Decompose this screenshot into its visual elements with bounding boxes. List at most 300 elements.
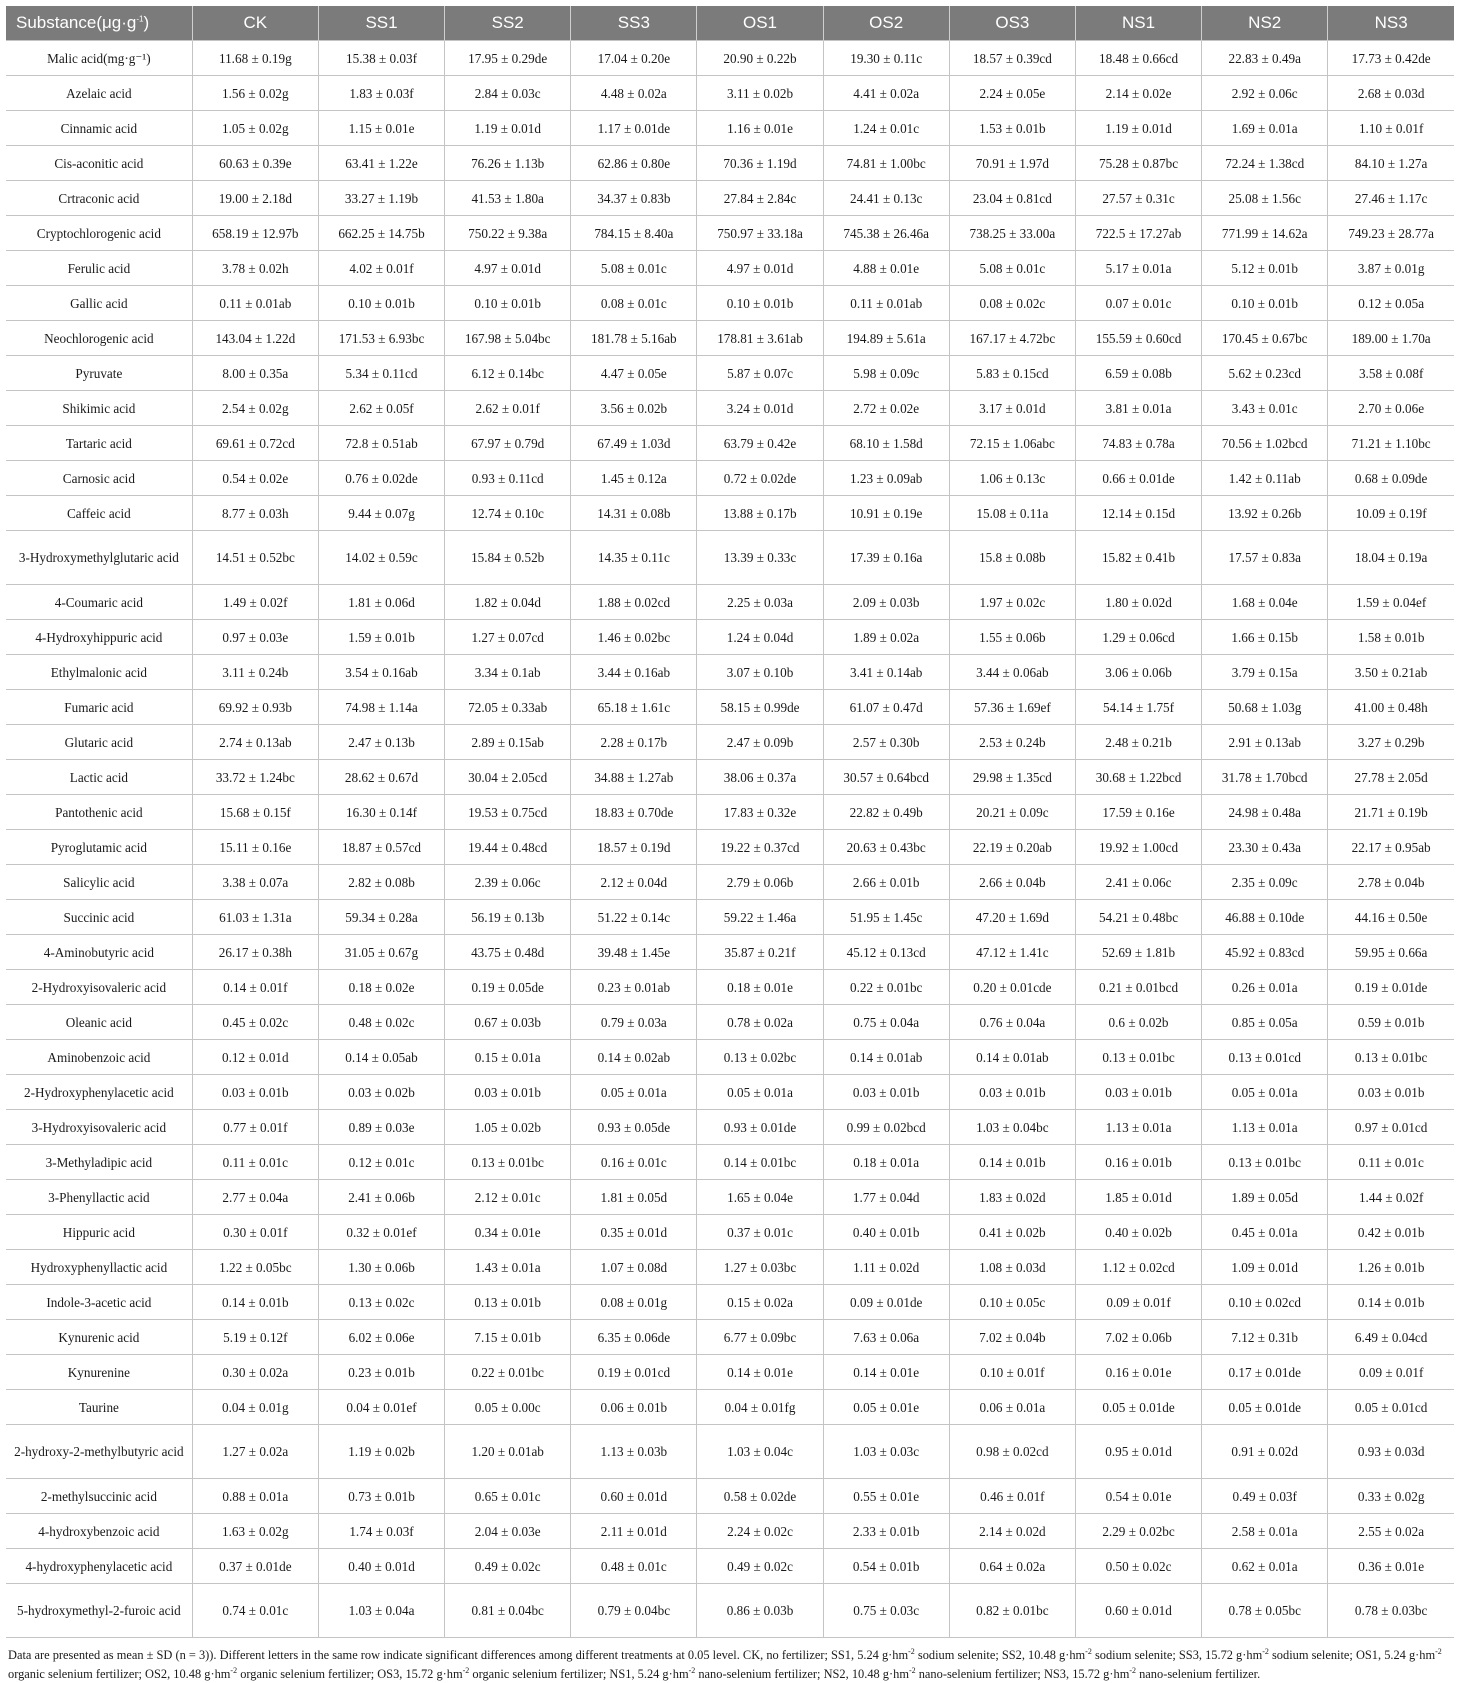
value-cell: 0.10 ± 0.02cd bbox=[1202, 1285, 1328, 1320]
table-row bbox=[6, 216, 1454, 251]
table-header bbox=[6, 6, 1454, 41]
table-row bbox=[6, 251, 1454, 286]
value-cell: 34.37 ± 0.83b bbox=[571, 181, 697, 216]
value-cell: 60.63 ± 0.39e bbox=[192, 146, 318, 181]
value-cell: 167.98 ± 5.04bc bbox=[445, 321, 571, 356]
value-cell: 5.83 ± 0.15cd bbox=[949, 356, 1075, 391]
footnote-text: sodium selenite; OS1, 5.24 g·hm bbox=[1268, 1648, 1436, 1663]
table-row bbox=[6, 496, 1454, 531]
value-cell: 30.68 ± 1.22bcd bbox=[1075, 760, 1201, 795]
column-header-ss3: SS3 bbox=[571, 6, 697, 41]
value-cell: 3.87 ± 0.01g bbox=[1328, 251, 1454, 286]
value-cell: 1.74 ± 0.03f bbox=[318, 1514, 444, 1549]
value-cell: 0.75 ± 0.03c bbox=[823, 1584, 949, 1638]
value-cell: 3.17 ± 0.01d bbox=[949, 391, 1075, 426]
value-cell: 2.24 ± 0.02c bbox=[697, 1514, 823, 1549]
column-header-os1: OS1 bbox=[697, 6, 823, 41]
value-cell: 3.07 ± 0.10b bbox=[697, 655, 823, 690]
value-cell: 0.32 ± 0.01ef bbox=[318, 1215, 444, 1250]
value-cell: 6.12 ± 0.14bc bbox=[445, 356, 571, 391]
value-cell: 2.57 ± 0.30b bbox=[823, 725, 949, 760]
value-cell: 6.35 ± 0.06de bbox=[571, 1320, 697, 1355]
value-cell: 63.41 ± 1.22e bbox=[318, 146, 444, 181]
value-cell: 1.83 ± 0.02d bbox=[949, 1180, 1075, 1215]
value-cell: 3.11 ± 0.02b bbox=[697, 76, 823, 111]
value-cell: 22.19 ± 0.20ab bbox=[949, 830, 1075, 865]
value-cell: 19.92 ± 1.00cd bbox=[1075, 830, 1201, 865]
value-cell: 3.24 ± 0.01d bbox=[697, 391, 823, 426]
value-cell: 2.55 ± 0.02a bbox=[1328, 1514, 1454, 1549]
value-cell: 1.19 ± 0.01d bbox=[445, 111, 571, 146]
value-cell: 1.45 ± 0.12a bbox=[571, 461, 697, 496]
value-cell: 1.11 ± 0.02d bbox=[823, 1250, 949, 1285]
value-cell: 0.22 ± 0.01bc bbox=[445, 1355, 571, 1390]
value-cell: 15.38 ± 0.03f bbox=[318, 41, 444, 76]
value-cell: 69.92 ± 0.93b bbox=[192, 690, 318, 725]
value-cell: 15.68 ± 0.15f bbox=[192, 795, 318, 830]
value-cell: 4.97 ± 0.01d bbox=[697, 251, 823, 286]
substance-name-cell: Tartaric acid bbox=[6, 426, 192, 461]
value-cell: 1.65 ± 0.04e bbox=[697, 1180, 823, 1215]
footnote-superscript: -2 bbox=[230, 1666, 238, 1676]
footnote-text: sodium selenite; SS2, 10.48 g·hm bbox=[914, 1648, 1086, 1663]
substance-name-cell: 4-Hydroxyhippuric acid bbox=[6, 620, 192, 655]
value-cell: 25.08 ± 1.56c bbox=[1202, 181, 1328, 216]
table-row bbox=[6, 1584, 1454, 1638]
value-cell: 0.30 ± 0.01f bbox=[192, 1215, 318, 1250]
value-cell: 0.73 ± 0.01b bbox=[318, 1479, 444, 1514]
value-cell: 19.53 ± 0.75cd bbox=[445, 795, 571, 830]
value-cell: 0.91 ± 0.02d bbox=[1202, 1425, 1328, 1479]
value-cell: 6.77 ± 0.09bc bbox=[697, 1320, 823, 1355]
value-cell: 0.18 ± 0.01e bbox=[697, 970, 823, 1005]
value-cell: 2.53 ± 0.24b bbox=[949, 725, 1075, 760]
value-cell: 18.87 ± 0.57cd bbox=[318, 830, 444, 865]
value-cell: 0.45 ± 0.01a bbox=[1202, 1215, 1328, 1250]
value-cell: 17.73 ± 0.42de bbox=[1328, 41, 1454, 76]
value-cell: 0.78 ± 0.03bc bbox=[1328, 1584, 1454, 1638]
value-cell: 1.88 ± 0.02cd bbox=[571, 585, 697, 620]
table-row bbox=[6, 1145, 1454, 1180]
substance-name-cell: 5-hydroxymethyl-2-furoic acid bbox=[6, 1584, 192, 1638]
value-cell: 1.68 ± 0.04e bbox=[1202, 585, 1328, 620]
value-cell: 745.38 ± 26.46a bbox=[823, 216, 949, 251]
value-cell: 1.89 ± 0.05d bbox=[1202, 1180, 1328, 1215]
value-cell: 70.36 ± 1.19d bbox=[697, 146, 823, 181]
table-row bbox=[6, 426, 1454, 461]
value-cell: 5.34 ± 0.11cd bbox=[318, 356, 444, 391]
value-cell: 0.05 ± 0.01a bbox=[697, 1075, 823, 1110]
value-cell: 0.46 ± 0.01f bbox=[949, 1479, 1075, 1514]
footnote-superscript: -2 bbox=[908, 1666, 916, 1676]
value-cell: 181.78 ± 5.16ab bbox=[571, 321, 697, 356]
value-cell: 0.05 ± 0.00c bbox=[445, 1390, 571, 1425]
table-row bbox=[6, 585, 1454, 620]
value-cell: 2.89 ± 0.15ab bbox=[445, 725, 571, 760]
value-cell: 20.90 ± 0.22b bbox=[697, 41, 823, 76]
substance-name-cell: 3-Hydroxymethylglutaric acid bbox=[6, 531, 192, 585]
value-cell: 1.55 ± 0.06b bbox=[949, 620, 1075, 655]
substance-name-cell: 3-Hydroxyisovaleric acid bbox=[6, 1110, 192, 1145]
substance-name-cell: 2-Hydroxyisovaleric acid bbox=[6, 970, 192, 1005]
value-cell: 0.88 ± 0.01a bbox=[192, 1479, 318, 1514]
value-cell: 1.97 ± 0.02c bbox=[949, 585, 1075, 620]
value-cell: 8.00 ± 0.35a bbox=[192, 356, 318, 391]
value-cell: 0.6 ± 0.02b bbox=[1075, 1005, 1201, 1040]
value-cell: 0.14 ± 0.01b bbox=[1328, 1285, 1454, 1320]
value-cell: 84.10 ± 1.27a bbox=[1328, 146, 1454, 181]
value-cell: 0.37 ± 0.01c bbox=[697, 1215, 823, 1250]
table-row bbox=[6, 620, 1454, 655]
value-cell: 65.18 ± 1.61c bbox=[571, 690, 697, 725]
substance-name-cell: Gallic acid bbox=[6, 286, 192, 321]
value-cell: 16.30 ± 0.14f bbox=[318, 795, 444, 830]
value-cell: 1.46 ± 0.02bc bbox=[571, 620, 697, 655]
value-cell: 0.14 ± 0.01e bbox=[697, 1355, 823, 1390]
value-cell: 0.03 ± 0.01b bbox=[445, 1075, 571, 1110]
value-cell: 1.13 ± 0.01a bbox=[1075, 1110, 1201, 1145]
table-row bbox=[6, 865, 1454, 900]
value-cell: 10.91 ± 0.19e bbox=[823, 496, 949, 531]
value-cell: 63.79 ± 0.42e bbox=[697, 426, 823, 461]
value-cell: 1.30 ± 0.06b bbox=[318, 1250, 444, 1285]
value-cell: 1.69 ± 0.01a bbox=[1202, 111, 1328, 146]
value-cell: 178.81 ± 3.61ab bbox=[697, 321, 823, 356]
value-cell: 3.27 ± 0.29b bbox=[1328, 725, 1454, 760]
column-header-ss2: SS2 bbox=[445, 6, 571, 41]
value-cell: 46.88 ± 0.10de bbox=[1202, 900, 1328, 935]
value-cell: 1.53 ± 0.01b bbox=[949, 111, 1075, 146]
substance-name-cell: Taurine bbox=[6, 1390, 192, 1425]
value-cell: 2.48 ± 0.21b bbox=[1075, 725, 1201, 760]
value-cell: 4.41 ± 0.02a bbox=[823, 76, 949, 111]
value-cell: 0.81 ± 0.04bc bbox=[445, 1584, 571, 1638]
value-cell: 0.11 ± 0.01ab bbox=[823, 286, 949, 321]
value-cell: 3.54 ± 0.16ab bbox=[318, 655, 444, 690]
value-cell: 1.12 ± 0.02cd bbox=[1075, 1250, 1201, 1285]
value-cell: 2.33 ± 0.01b bbox=[823, 1514, 949, 1549]
substance-name-cell: Succinic acid bbox=[6, 900, 192, 935]
value-cell: 27.78 ± 2.05d bbox=[1328, 760, 1454, 795]
value-cell: 74.98 ± 1.14a bbox=[318, 690, 444, 725]
value-cell: 41.00 ± 0.48h bbox=[1328, 690, 1454, 725]
value-cell: 0.14 ± 0.02ab bbox=[571, 1040, 697, 1075]
value-cell: 1.24 ± 0.04d bbox=[697, 620, 823, 655]
value-cell: 0.20 ± 0.01cde bbox=[949, 970, 1075, 1005]
value-cell: 0.67 ± 0.03b bbox=[445, 1005, 571, 1040]
value-cell: 7.15 ± 0.01b bbox=[445, 1320, 571, 1355]
value-cell: 69.61 ± 0.72cd bbox=[192, 426, 318, 461]
value-cell: 10.09 ± 0.19f bbox=[1328, 496, 1454, 531]
value-cell: 1.80 ± 0.02d bbox=[1075, 585, 1201, 620]
value-cell: 39.48 ± 1.45e bbox=[571, 935, 697, 970]
value-cell: 1.09 ± 0.01d bbox=[1202, 1250, 1328, 1285]
value-cell: 2.84 ± 0.03c bbox=[445, 76, 571, 111]
substance-name-cell: Oleanic acid bbox=[6, 1005, 192, 1040]
substance-name-cell: Fumaric acid bbox=[6, 690, 192, 725]
value-cell: 0.49 ± 0.02c bbox=[697, 1549, 823, 1584]
value-cell: 0.93 ± 0.03d bbox=[1328, 1425, 1454, 1479]
value-cell: 11.68 ± 0.19g bbox=[192, 41, 318, 76]
value-cell: 24.98 ± 0.48a bbox=[1202, 795, 1328, 830]
value-cell: 1.59 ± 0.01b bbox=[318, 620, 444, 655]
value-cell: 3.44 ± 0.16ab bbox=[571, 655, 697, 690]
table-row bbox=[6, 1425, 1454, 1479]
value-cell: 1.20 ± 0.01ab bbox=[445, 1425, 571, 1479]
value-cell: 1.81 ± 0.05d bbox=[571, 1180, 697, 1215]
value-cell: 1.24 ± 0.01c bbox=[823, 111, 949, 146]
value-cell: 750.97 ± 33.18a bbox=[697, 216, 823, 251]
value-cell: 22.83 ± 0.49a bbox=[1202, 41, 1328, 76]
value-cell: 6.02 ± 0.06e bbox=[318, 1320, 444, 1355]
value-cell: 1.27 ± 0.03bc bbox=[697, 1250, 823, 1285]
value-cell: 0.14 ± 0.01b bbox=[949, 1145, 1075, 1180]
table-row bbox=[6, 795, 1454, 830]
value-cell: 1.63 ± 0.02g bbox=[192, 1514, 318, 1549]
value-cell: 3.06 ± 0.06b bbox=[1075, 655, 1201, 690]
value-cell: 0.66 ± 0.01de bbox=[1075, 461, 1201, 496]
value-cell: 1.59 ± 0.04ef bbox=[1328, 585, 1454, 620]
value-cell: 0.17 ± 0.01de bbox=[1202, 1355, 1328, 1390]
value-cell: 0.15 ± 0.02a bbox=[697, 1285, 823, 1320]
substance-name-cell: Glutaric acid bbox=[6, 725, 192, 760]
value-cell: 1.27 ± 0.02a bbox=[192, 1425, 318, 1479]
value-cell: 0.04 ± 0.01fg bbox=[697, 1390, 823, 1425]
value-cell: 24.41 ± 0.13c bbox=[823, 181, 949, 216]
footnote-superscript: -2 bbox=[1435, 1647, 1442, 1656]
value-cell: 74.81 ± 1.00bc bbox=[823, 146, 949, 181]
value-cell: 0.95 ± 0.01d bbox=[1075, 1425, 1201, 1479]
column-header-substance: $Substance(\mu g\cdot g^{-1})$ bbox=[6, 6, 192, 41]
value-cell: 35.87 ± 0.21f bbox=[697, 935, 823, 970]
value-cell: 38.06 ± 0.37a bbox=[697, 760, 823, 795]
value-cell: 1.22 ± 0.05bc bbox=[192, 1250, 318, 1285]
value-cell: 0.48 ± 0.02c bbox=[318, 1005, 444, 1040]
table-row bbox=[6, 1390, 1454, 1425]
value-cell: 3.58 ± 0.08f bbox=[1328, 356, 1454, 391]
value-cell: 2.12 ± 0.04d bbox=[571, 865, 697, 900]
value-cell: 0.10 ± 0.05c bbox=[949, 1285, 1075, 1320]
value-cell: 2.79 ± 0.06b bbox=[697, 865, 823, 900]
column-header-ns3: NS3 bbox=[1328, 6, 1454, 41]
value-cell: 3.34 ± 0.1ab bbox=[445, 655, 571, 690]
value-cell: 0.49 ± 0.02c bbox=[445, 1549, 571, 1584]
value-cell: 662.25 ± 14.75b bbox=[318, 216, 444, 251]
value-cell: 1.66 ± 0.15b bbox=[1202, 620, 1328, 655]
value-cell: 2.39 ± 0.06c bbox=[445, 865, 571, 900]
value-cell: 4.88 ± 0.01e bbox=[823, 251, 949, 286]
table-row bbox=[6, 181, 1454, 216]
value-cell: 17.83 ± 0.32e bbox=[697, 795, 823, 830]
value-cell: 5.12 ± 0.01b bbox=[1202, 251, 1328, 286]
table-row bbox=[6, 970, 1454, 1005]
value-cell: 0.04 ± 0.01g bbox=[192, 1390, 318, 1425]
table-row bbox=[6, 1479, 1454, 1514]
value-cell: 0.41 ± 0.02b bbox=[949, 1215, 1075, 1250]
substance-name-cell: Hydroxyphenyllactic acid bbox=[6, 1250, 192, 1285]
value-cell: 0.19 ± 0.01cd bbox=[571, 1355, 697, 1390]
value-cell: 171.53 ± 6.93bc bbox=[318, 321, 444, 356]
value-cell: 27.46 ± 1.17c bbox=[1328, 181, 1454, 216]
value-cell: 2.04 ± 0.03e bbox=[445, 1514, 571, 1549]
value-cell: 44.16 ± 0.50e bbox=[1328, 900, 1454, 935]
value-cell: 1.05 ± 0.02b bbox=[445, 1110, 571, 1145]
value-cell: 750.22 ± 9.38a bbox=[445, 216, 571, 251]
value-cell: 2.66 ± 0.04b bbox=[949, 865, 1075, 900]
table-row bbox=[6, 531, 1454, 585]
value-cell: 15.82 ± 0.41b bbox=[1075, 531, 1201, 585]
value-cell: 41.53 ± 1.80a bbox=[445, 181, 571, 216]
value-cell: 1.42 ± 0.11ab bbox=[1202, 461, 1328, 496]
value-cell: 1.56 ± 0.02g bbox=[192, 76, 318, 111]
value-cell: 72.24 ± 1.38cd bbox=[1202, 146, 1328, 181]
value-cell: 0.36 ± 0.01e bbox=[1328, 1549, 1454, 1584]
value-cell: 2.35 ± 0.09c bbox=[1202, 865, 1328, 900]
value-cell: 1.83 ± 0.03f bbox=[318, 76, 444, 111]
value-cell: 0.11 ± 0.01c bbox=[1328, 1145, 1454, 1180]
value-cell: 2.14 ± 0.02d bbox=[949, 1514, 1075, 1549]
value-cell: 19.30 ± 0.11c bbox=[823, 41, 949, 76]
value-cell: 0.77 ± 0.01f bbox=[192, 1110, 318, 1145]
footnote-text: Data are presented as mean ± SD (n = 3)). Different letters in the same row indicate significant differences among different treatments at 0.05 level. CK, no fertilizer; SS1, 5.24 g·hm bbox=[8, 1648, 909, 1663]
value-cell: 12.74 ± 0.10c bbox=[445, 496, 571, 531]
value-cell: 1.16 ± 0.01e bbox=[697, 111, 823, 146]
value-cell: 0.12 ± 0.01c bbox=[318, 1145, 444, 1180]
value-cell: 2.41 ± 0.06c bbox=[1075, 865, 1201, 900]
value-cell: 7.63 ± 0.06a bbox=[823, 1320, 949, 1355]
value-cell: 0.07 ± 0.01c bbox=[1075, 286, 1201, 321]
value-cell: 52.69 ± 1.81b bbox=[1075, 935, 1201, 970]
table-row bbox=[6, 76, 1454, 111]
value-cell: 15.11 ± 0.16e bbox=[192, 830, 318, 865]
table-row bbox=[6, 1215, 1454, 1250]
value-cell: 1.17 ± 0.01de bbox=[571, 111, 697, 146]
substance-name-cell: Cinnamic acid bbox=[6, 111, 192, 146]
value-cell: 0.13 ± 0.01bc bbox=[1202, 1145, 1328, 1180]
substance-name-cell: Pyruvate bbox=[6, 356, 192, 391]
value-cell: 2.62 ± 0.01f bbox=[445, 391, 571, 426]
value-cell: 0.40 ± 0.01d bbox=[318, 1549, 444, 1584]
substance-name-cell: 3-Phenyllactic acid bbox=[6, 1180, 192, 1215]
table-row bbox=[6, 356, 1454, 391]
value-cell: 3.11 ± 0.24b bbox=[192, 655, 318, 690]
table-row bbox=[6, 1075, 1454, 1110]
value-cell: 2.47 ± 0.09b bbox=[697, 725, 823, 760]
value-cell: 0.65 ± 0.01c bbox=[445, 1479, 571, 1514]
value-cell: 58.15 ± 0.99de bbox=[697, 690, 823, 725]
substance-name-cell: Ferulic acid bbox=[6, 251, 192, 286]
value-cell: 47.20 ± 1.69d bbox=[949, 900, 1075, 935]
value-cell: 0.03 ± 0.01b bbox=[1328, 1075, 1454, 1110]
value-cell: 1.89 ± 0.02a bbox=[823, 620, 949, 655]
value-cell: 0.75 ± 0.04a bbox=[823, 1005, 949, 1040]
value-cell: 0.42 ± 0.01b bbox=[1328, 1215, 1454, 1250]
value-cell: 2.72 ± 0.02e bbox=[823, 391, 949, 426]
substance-name-cell: Indole-3-acetic acid bbox=[6, 1285, 192, 1320]
table-row bbox=[6, 725, 1454, 760]
value-cell: 2.25 ± 0.03a bbox=[697, 585, 823, 620]
footnote-superscript: -2 bbox=[1129, 1666, 1137, 1676]
substance-name-cell: Hippuric acid bbox=[6, 1215, 192, 1250]
value-cell: 2.77 ± 0.04a bbox=[192, 1180, 318, 1215]
value-cell: 0.11 ± 0.01ab bbox=[192, 286, 318, 321]
value-cell: 0.19 ± 0.05de bbox=[445, 970, 571, 1005]
value-cell: 14.35 ± 0.11c bbox=[571, 531, 697, 585]
value-cell: 0.14 ± 0.01f bbox=[192, 970, 318, 1005]
table-row bbox=[6, 655, 1454, 690]
value-cell: 0.05 ± 0.01cd bbox=[1328, 1390, 1454, 1425]
value-cell: 0.08 ± 0.01g bbox=[571, 1285, 697, 1320]
table-row bbox=[6, 111, 1454, 146]
table-footnote bbox=[6, 1644, 1454, 1682]
value-cell: 33.72 ± 1.24bc bbox=[192, 760, 318, 795]
substance-name-cell: 2-Hydroxyphenylacetic acid bbox=[6, 1075, 192, 1110]
value-cell: 0.05 ± 0.01e bbox=[823, 1390, 949, 1425]
table-container bbox=[6, 6, 1454, 1682]
value-cell: 0.33 ± 0.02g bbox=[1328, 1479, 1454, 1514]
value-cell: 1.06 ± 0.13c bbox=[949, 461, 1075, 496]
value-cell: 70.56 ± 1.02bcd bbox=[1202, 426, 1328, 461]
value-cell: 0.78 ± 0.02a bbox=[697, 1005, 823, 1040]
value-cell: 1.26 ± 0.01b bbox=[1328, 1250, 1454, 1285]
footnote-text: organic selenium fertilizer; OS3, 15.72 g·hm bbox=[237, 1667, 463, 1682]
value-cell: 1.13 ± 0.01a bbox=[1202, 1110, 1328, 1145]
value-cell: 17.57 ± 0.83a bbox=[1202, 531, 1328, 585]
value-cell: 72.8 ± 0.51ab bbox=[318, 426, 444, 461]
value-cell: 45.12 ± 0.13cd bbox=[823, 935, 949, 970]
value-cell: 0.54 ± 0.02e bbox=[192, 461, 318, 496]
value-cell: 0.10 ± 0.01b bbox=[318, 286, 444, 321]
substance-name-cell: Cis-aconitic acid bbox=[6, 146, 192, 181]
column-header-ck: CK bbox=[192, 6, 318, 41]
value-cell: 17.59 ± 0.16e bbox=[1075, 795, 1201, 830]
value-cell: 194.89 ± 5.61a bbox=[823, 321, 949, 356]
value-cell: 12.14 ± 0.15d bbox=[1075, 496, 1201, 531]
value-cell: 1.43 ± 0.01a bbox=[445, 1250, 571, 1285]
value-cell: 658.19 ± 12.97b bbox=[192, 216, 318, 251]
value-cell: 0.14 ± 0.01bc bbox=[697, 1145, 823, 1180]
value-cell: 0.93 ± 0.11cd bbox=[445, 461, 571, 496]
value-cell: 0.45 ± 0.02c bbox=[192, 1005, 318, 1040]
value-cell: 2.29 ± 0.02bc bbox=[1075, 1514, 1201, 1549]
value-cell: 2.09 ± 0.03b bbox=[823, 585, 949, 620]
value-cell: 0.13 ± 0.01bc bbox=[1075, 1040, 1201, 1075]
value-cell: 76.26 ± 1.13b bbox=[445, 146, 571, 181]
value-cell: 13.88 ± 0.17b bbox=[697, 496, 823, 531]
value-cell: 2.78 ± 0.04b bbox=[1328, 865, 1454, 900]
value-cell: 71.21 ± 1.10bc bbox=[1328, 426, 1454, 461]
substance-name-cell: Ethylmalonic acid bbox=[6, 655, 192, 690]
value-cell: 3.56 ± 0.02b bbox=[571, 391, 697, 426]
value-cell: 0.89 ± 0.03e bbox=[318, 1110, 444, 1145]
value-cell: 722.5 ± 17.27ab bbox=[1075, 216, 1201, 251]
value-cell: 0.10 ± 0.01b bbox=[697, 286, 823, 321]
value-cell: 62.86 ± 0.80e bbox=[571, 146, 697, 181]
value-cell: 0.23 ± 0.01ab bbox=[571, 970, 697, 1005]
table-row bbox=[6, 1320, 1454, 1355]
value-cell: 0.05 ± 0.01de bbox=[1075, 1390, 1201, 1425]
value-cell: 0.97 ± 0.03e bbox=[192, 620, 318, 655]
value-cell: 1.07 ± 0.08d bbox=[571, 1250, 697, 1285]
value-cell: 2.58 ± 0.01a bbox=[1202, 1514, 1328, 1549]
value-cell: 17.39 ± 0.16a bbox=[823, 531, 949, 585]
table-row bbox=[6, 690, 1454, 725]
value-cell: 0.79 ± 0.03a bbox=[571, 1005, 697, 1040]
value-cell: 0.54 ± 0.01b bbox=[823, 1549, 949, 1584]
value-cell: 771.99 ± 14.62a bbox=[1202, 216, 1328, 251]
value-cell: 0.19 ± 0.01de bbox=[1328, 970, 1454, 1005]
value-cell: 30.57 ± 0.64bcd bbox=[823, 760, 949, 795]
